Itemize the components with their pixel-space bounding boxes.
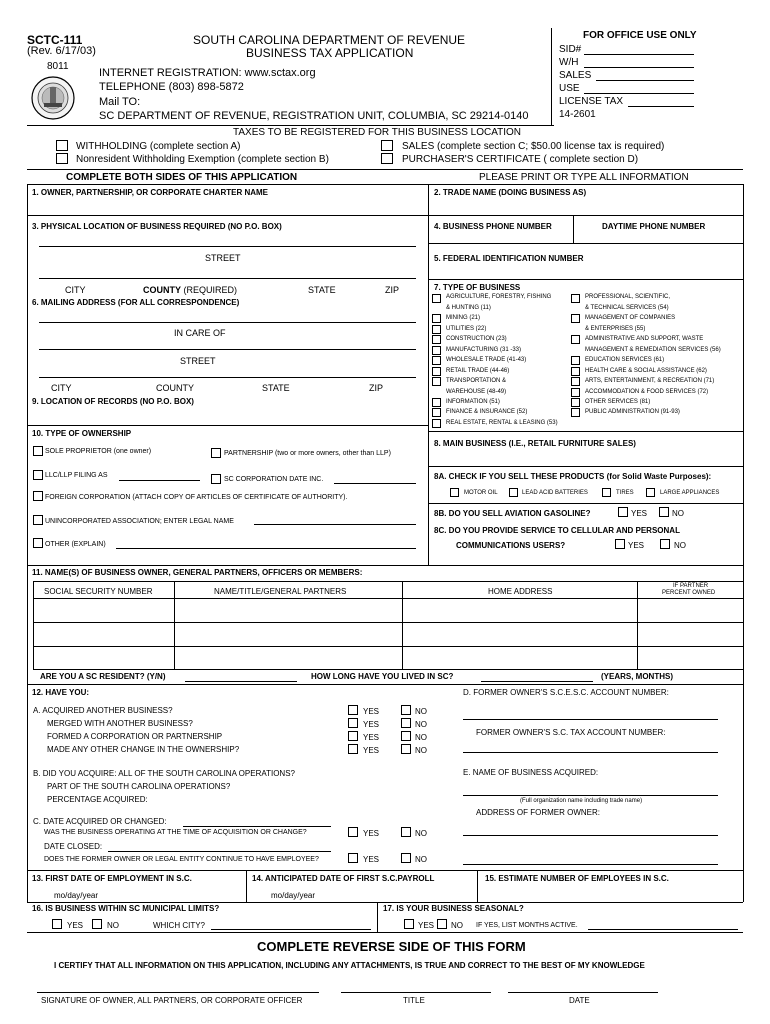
biz-left-0: AGRICULTURE, FORESTRY, FISHING	[446, 294, 552, 300]
biz-other-services-checkbox[interactable]	[571, 398, 580, 407]
mailing-address: SC DEPARTMENT OF REVENUE, REGISTRATION UNIT, COLUMBIA, SC 29214-0140	[99, 110, 529, 122]
office-wh-line[interactable]	[584, 67, 694, 68]
col-partner-2: PERCENT OWNED	[662, 590, 716, 596]
sec4-label: 4. BUSINESS PHONE NUMBER	[434, 222, 552, 231]
q-continue-label: DOES THE FORMER OWNER OR LEGAL ENTITY CONTINUE TO HAVE EMPLOYEE?	[44, 856, 319, 863]
biz-left-2: MINING (21)	[446, 315, 481, 321]
former-tax-line[interactable]	[463, 752, 718, 753]
escs-account-line[interactable]	[463, 719, 718, 720]
physical-county-caption: COUNTY	[143, 285, 181, 295]
cellular-yes-checkbox[interactable]	[615, 539, 625, 549]
biz-right-8: ARTS, ENTERTAINMENT, & RECREATION (71)	[585, 378, 715, 384]
foreign-corp-checkbox[interactable]	[33, 491, 43, 501]
biz-mining-checkbox[interactable]	[432, 314, 441, 323]
biz-information-checkbox[interactable]	[432, 398, 441, 407]
mailing-name-line[interactable]	[39, 322, 416, 323]
seasonal-yes-label: YES	[418, 921, 435, 930]
form-code: 8011	[47, 61, 69, 72]
sec13-label: 13. FIRST DATE OF EMPLOYMENT IN S.C.	[32, 874, 192, 883]
name-acquired-line[interactable]	[463, 795, 718, 796]
biz-left-7: RETAIL TRADE (44-46)	[446, 368, 510, 374]
other-ownership-label: OTHER (EXPLAIN)	[45, 541, 106, 548]
biz-retail-checkbox[interactable]	[432, 367, 441, 376]
biz-accommodation-checkbox[interactable]	[571, 388, 580, 397]
other-change-no-label: NO	[415, 746, 427, 755]
q-acquired-label: A. ACQUIRED ANOTHER BUSINESS?	[33, 706, 173, 715]
office-sid-label: SID#	[559, 44, 582, 55]
sc-resident-line[interactable]	[185, 681, 297, 682]
aviation-yes-label: YES	[631, 509, 648, 518]
other-ownership-checkbox[interactable]	[33, 538, 43, 548]
formed-yes-checkbox[interactable]	[348, 731, 358, 741]
office-license-label: LICENSE TAX	[559, 96, 624, 107]
sec1-label: 1. OWNER, PARTNERSHIP, OR CORPORATE CHARTER NAME	[32, 188, 269, 197]
q-percentage-label: PERCENTAGE ACQUIRED:	[47, 795, 148, 804]
q-operating-label: WAS THE BUSINESS OPERATING AT THE TIME OF ACQUISITION OR CHANGE?	[44, 829, 307, 836]
dept-name: SOUTH CAROLINA DEPARTMENT OF REVENUE	[193, 33, 466, 47]
biz-right-3: & ENTERPRISES (55)	[585, 326, 646, 332]
aviation-no-checkbox[interactable]	[659, 507, 669, 517]
unincorporated-label: UNINCORPORATED ASSOCIATION; ENTER LEGAL NAME	[45, 518, 234, 525]
biz-left-3: UTILITIES (22)	[446, 326, 487, 332]
lead-acid-checkbox[interactable]	[509, 488, 518, 497]
sales-checkbox[interactable]	[381, 140, 393, 151]
motor-oil-label: MOTOR OIL	[464, 490, 498, 496]
form-title: BUSINESS TAX APPLICATION	[246, 46, 414, 60]
q-other-change-label: MADE ANY OTHER CHANGE IN THE OWNERSHIP?	[47, 745, 240, 754]
sec11-label: 11. NAME(S) OF BUSINESS OWNER, GENERAL PARTNERS, OFFICERS OR MEMBERS:	[32, 568, 363, 577]
municipal-no-label: NO	[107, 921, 119, 930]
cellular-no-checkbox[interactable]	[660, 539, 670, 549]
sec16-label: 16. IS BUSINESS WITHIN SC MUNICIPAL LIMITS?	[32, 904, 220, 913]
sec12-label: 12. HAVE YOU:	[32, 688, 90, 697]
unincorporated-checkbox[interactable]	[33, 515, 43, 525]
sec8b-label: 8B. DO YOU SELL AVIATION GASOLINE?	[434, 509, 591, 518]
office-sales-line[interactable]	[596, 80, 694, 81]
mailing-city-line[interactable]	[39, 377, 416, 378]
mail-to: Mail TO:	[99, 96, 141, 108]
llc-line[interactable]	[119, 480, 200, 481]
sec17-label: 17. IS YOUR BUSINESS SEASONAL?	[383, 904, 524, 913]
months-active-line[interactable]	[588, 929, 738, 930]
complete-reverse: COMPLETE REVERSE SIDE OF THIS FORM	[257, 939, 526, 954]
physical-zip-caption: ZIP	[385, 285, 400, 295]
office-wh-label: W/H	[559, 57, 579, 68]
large-appliances-checkbox[interactable]	[646, 488, 655, 497]
how-long-line[interactable]	[481, 681, 593, 682]
cellular-yes-label: YES	[628, 541, 645, 550]
office-code: 14-2601	[559, 109, 596, 120]
full-name-caption: (Full organization name including trade name)	[520, 798, 643, 804]
continue-no-label: NO	[415, 855, 427, 864]
continue-yes-checkbox[interactable]	[348, 853, 358, 863]
biz-right-10: OTHER SERVICES (81)	[585, 399, 651, 405]
if-yes-months-label: IF YES, LIST MONTHS ACTIVE.	[476, 922, 578, 929]
municipal-yes-label: YES	[67, 921, 84, 930]
biz-left-8: TRANSPORTATION &	[446, 378, 507, 384]
in-care-of-caption: IN CARE OF	[174, 328, 226, 338]
q-date-closed-label: DATE CLOSED:	[44, 842, 103, 851]
foreign-corp-label: FOREIGN CORPORATION (ATTACH COPY OF ARTICLES OF CERTIFICATE OF AUTHORITY).	[45, 494, 348, 501]
col-ssn: SOCIAL SECURITY NUMBER	[44, 587, 153, 596]
physical-county-required: (REQUIRED)	[181, 285, 237, 295]
llc-label: LLC/LLP FILING AS	[45, 472, 108, 479]
acquired-no-label: NO	[415, 707, 427, 716]
sec5-label: 5. FEDERAL IDENTIFICATION NUMBER	[434, 254, 584, 263]
biz-right-7: HEALTH CARE & SOCIAL ASSISTANCE (62)	[585, 368, 707, 374]
continue-yes-label: YES	[363, 855, 380, 864]
biz-right-6: EDUCATION SERVICES (61)	[585, 357, 665, 363]
daytime-phone-label: DAYTIME PHONE NUMBER	[602, 222, 706, 231]
withholding-label: WITHHOLDING (complete section A)	[76, 141, 241, 152]
operating-yes-checkbox[interactable]	[348, 827, 358, 837]
e-name-acquired-label: E. NAME OF BUSINESS ACQUIRED:	[463, 768, 599, 777]
col-partner-1: IF PARTNER	[673, 583, 709, 589]
biz-right-4: ADMINISTRATIVE AND SUPPORT, WASTE	[585, 336, 704, 342]
biz-agriculture-checkbox[interactable]	[432, 294, 441, 303]
municipal-yes-checkbox[interactable]	[52, 919, 62, 929]
office-use-title: FOR OFFICE USE ONLY	[583, 30, 697, 41]
sec7-label: 7. TYPE OF BUSINESS	[434, 283, 521, 292]
banner-print-type: PLEASE PRINT OR TYPE ALL INFORMATION	[479, 172, 689, 183]
merged-no-label: NO	[415, 720, 427, 729]
acquired-yes-label: YES	[363, 707, 380, 716]
office-sales-label: SALES	[559, 70, 592, 81]
seasonal-yes-checkbox[interactable]	[404, 919, 414, 929]
other-change-yes-checkbox[interactable]	[348, 744, 358, 754]
former-tax-label: FORMER OWNER'S S.C. TAX ACCOUNT NUMBER:	[476, 728, 666, 737]
q-part-ops-label: PART OF THE SOUTH CAROLINA OPERATIONS?	[47, 782, 231, 791]
other-change-no-checkbox[interactable]	[401, 744, 411, 754]
years-months-label: (YEARS, MONTHS)	[601, 672, 673, 681]
date-line[interactable]	[508, 992, 658, 993]
q-merged-label: MERGED WITH ANOTHER BUSINESS?	[47, 719, 193, 728]
sec14-label: 14. ANTICIPATED DATE OF FIRST S.C.PAYROLL	[252, 874, 435, 883]
biz-right-9: ACCOMMODATION & FOOD SERVICES (72)	[585, 389, 709, 395]
q-formed-label: FORMED A CORPORATION OR PARTNERSHIP	[47, 732, 223, 741]
mailing-zip-caption: ZIP	[369, 383, 384, 393]
formed-yes-label: YES	[363, 733, 380, 742]
operating-no-label: NO	[415, 829, 427, 838]
cellular-no-label: NO	[674, 541, 686, 550]
sc-resident-label: ARE YOU A SC RESIDENT? (Y/N)	[40, 672, 166, 681]
sec8c-label-2: COMMUNICATIONS USERS?	[456, 541, 566, 550]
sec8c-label: 8C. DO YOU PROVIDE SERVICE TO CELLULAR AND PERSONAL	[434, 526, 680, 535]
title-caption: TITLE	[403, 996, 425, 1005]
mailing-city-caption: CITY	[51, 383, 72, 393]
sc-corporation-label: SC CORPORATION DATE INC.	[224, 476, 324, 483]
large-appliances-label: LARGE APPLIANCES	[660, 490, 720, 496]
merged-yes-label: YES	[363, 720, 380, 729]
biz-management-checkbox[interactable]	[571, 314, 580, 323]
sec10-label: 10. TYPE OF OWNERSHIP	[32, 429, 132, 438]
biz-manufacturing-checkbox[interactable]	[432, 346, 441, 355]
physical-city-caption: CITY	[65, 285, 86, 295]
mailing-county-caption: COUNTY	[156, 383, 194, 393]
sec14-date-format: mo/day/year	[271, 891, 316, 900]
biz-left-10: INFORMATION (51)	[446, 399, 500, 405]
merged-no-checkbox[interactable]	[401, 718, 411, 728]
biz-left-6: WHOLESALE TRADE (41-43)	[446, 357, 527, 363]
sec15-label: 15. ESTIMATE NUMBER OF EMPLOYEES IN S.C.	[485, 874, 669, 883]
state-seal-icon	[30, 75, 76, 121]
sole-proprietor-checkbox[interactable]	[33, 446, 43, 456]
llc-checkbox[interactable]	[33, 470, 43, 480]
withholding-checkbox[interactable]	[56, 140, 68, 151]
office-license-line[interactable]	[628, 106, 694, 107]
title-line[interactable]	[341, 992, 491, 993]
aviation-yes-checkbox[interactable]	[618, 507, 628, 517]
motor-oil-checkbox[interactable]	[450, 488, 459, 497]
seasonal-no-label: NO	[451, 921, 463, 930]
physical-city-line[interactable]	[39, 278, 416, 279]
biz-public-admin-checkbox[interactable]	[571, 408, 580, 417]
biz-right-2: MANAGEMENT OF COMPANIES	[585, 315, 676, 321]
purchaser-label: PURCHASER'S CERTIFICATE ( complete section D)	[402, 154, 639, 165]
d-escs-label: D. FORMER OWNER'S S.C.E.S.C. ACCOUNT NUMBER:	[463, 688, 669, 697]
form-id: SCTC-111	[27, 33, 83, 47]
former-address-line-2[interactable]	[463, 864, 718, 865]
date-closed-line[interactable]	[108, 851, 331, 852]
sec8-label: 8. MAIN BUSINESS (I.E., RETAIL FURNITURE SALES)	[434, 439, 636, 448]
taxes-heading: TAXES TO BE REGISTERED FOR THIS BUSINESS LOCATION	[233, 127, 522, 138]
date-acquired-line[interactable]	[183, 826, 331, 827]
tires-checkbox[interactable]	[602, 488, 611, 497]
biz-health-checkbox[interactable]	[571, 367, 580, 376]
biz-arts-checkbox[interactable]	[571, 377, 580, 386]
nonresident-label: Nonresident Withholding Exemption (complete section B)	[76, 154, 329, 165]
office-use-line[interactable]	[584, 93, 694, 94]
tires-label: TIRES	[616, 490, 634, 496]
sec9-label: 9. LOCATION OF RECORDS (NO P.O. BOX)	[32, 397, 194, 406]
aviation-no-label: NO	[672, 509, 684, 518]
biz-education-checkbox[interactable]	[571, 356, 580, 365]
seasonal-no-checkbox[interactable]	[437, 919, 447, 929]
biz-wholesale-checkbox[interactable]	[432, 356, 441, 365]
biz-transportation-checkbox[interactable]	[432, 377, 441, 386]
biz-professional-checkbox[interactable]	[571, 294, 580, 303]
biz-construction-checkbox[interactable]	[432, 335, 441, 344]
sec2-label: 2. TRADE NAME (DOING BUSINESS AS)	[434, 188, 587, 197]
biz-left-9: WAREHOUSE (48-49)	[446, 389, 507, 395]
merged-yes-checkbox[interactable]	[348, 718, 358, 728]
form-revision: (Rev. 6/17/03)	[27, 45, 96, 57]
q-date-acquired-label: C. DATE ACQUIRED OR CHANGED:	[33, 817, 167, 826]
biz-right-0: PROFESSIONAL, SCIENTIFIC,	[585, 294, 671, 300]
biz-left-12: REAL ESTATE, RENTAL & LEASING (53)	[446, 420, 558, 426]
acquired-no-checkbox[interactable]	[401, 705, 411, 715]
biz-left-5: MANUFACTURING (31 -33)	[446, 347, 522, 353]
unincorporated-line[interactable]	[254, 524, 416, 525]
purchaser-checkbox[interactable]	[381, 153, 393, 164]
internet-registration: INTERNET REGISTRATION: www.sctax.org	[99, 67, 316, 79]
acquired-yes-checkbox[interactable]	[348, 705, 358, 715]
mailing-state-caption: STATE	[262, 383, 290, 393]
lead-acid-label: LEAD ACID BATTERIES	[522, 490, 588, 496]
sc-corporation-checkbox[interactable]	[211, 474, 221, 484]
biz-administrative-checkbox[interactable]	[571, 335, 580, 344]
municipal-no-checkbox[interactable]	[92, 919, 102, 929]
sec6-label: 6. MAILING ADDRESS (FOR ALL CORRESPONDENCE)	[32, 298, 240, 307]
q-all-ops-label: B. DID YOU ACQUIRE: ALL OF THE SOUTH CAROLINA OPERATIONS?	[33, 769, 295, 778]
telephone: TELEPHONE (803) 898-5872	[99, 81, 244, 93]
physical-street-caption: STREET	[205, 253, 241, 263]
office-sid-line[interactable]	[584, 54, 694, 55]
col-home-address: HOME ADDRESS	[488, 587, 553, 596]
formed-no-label: NO	[415, 733, 427, 742]
banner-both-sides: COMPLETE BOTH SIDES OF THIS APPLICATION	[66, 172, 298, 183]
sc-corporation-line[interactable]	[334, 483, 416, 484]
biz-utilities-checkbox[interactable]	[432, 325, 441, 334]
partnership-label: PARTNERSHIP (two or more owners, other than LLP)	[224, 450, 391, 457]
sec3-label: 3. PHYSICAL LOCATION OF BUSINESS REQUIRED (NO P.O. BOX)	[32, 222, 282, 231]
sole-proprietor-label: SOLE PROPRIETOR (one owner)	[45, 448, 152, 455]
biz-left-1: & HUNTING (11)	[446, 305, 491, 311]
formed-no-checkbox[interactable]	[401, 731, 411, 741]
continue-no-checkbox[interactable]	[401, 853, 411, 863]
which-city-line[interactable]	[211, 929, 371, 930]
former-address-label: ADDRESS OF FORMER OWNER:	[476, 808, 601, 817]
sec8a-label: 8A. CHECK IF YOU SELL THESE PRODUCTS (for Solid Waste Purposes):	[434, 472, 712, 481]
which-city-label: WHICH CITY?	[153, 921, 205, 930]
other-ownership-line[interactable]	[116, 548, 416, 549]
mailing-care-line[interactable]	[39, 349, 416, 350]
signature-line[interactable]	[37, 992, 319, 993]
sec13-date-format: mo/day/year	[54, 891, 99, 900]
biz-right-5: MANAGEMENT & REMEDIATION SERVICES (56)	[585, 347, 721, 353]
operating-no-checkbox[interactable]	[401, 827, 411, 837]
mailing-street-caption: STREET	[180, 356, 216, 366]
biz-finance-checkbox[interactable]	[432, 408, 441, 417]
col-name-title: NAME/TITLE/GENERAL PARTNERS	[214, 587, 347, 596]
nonresident-checkbox[interactable]	[56, 153, 68, 164]
partnership-checkbox[interactable]	[211, 448, 221, 458]
certify-text: I CERTIFY THAT ALL INFORMATION ON THIS APPLICATION, INCLUDING ANY ATTACHMENTS, IS TRUE AND CORRECT TO THE BEST OF MY KNOWLEDGE	[54, 961, 645, 970]
biz-right-11: PUBLIC ADMINISTRATION (91-93)	[585, 409, 680, 415]
physical-street-line[interactable]	[39, 246, 416, 247]
former-address-line[interactable]	[463, 835, 718, 836]
date-caption: DATE	[569, 996, 590, 1005]
physical-state-caption: STATE	[308, 285, 336, 295]
biz-realestate-checkbox[interactable]	[432, 419, 441, 428]
biz-left-11: FINANCE & INSURANCE (52)	[446, 409, 528, 415]
sales-label: SALES (complete section C; $50.00 license tax is required)	[402, 141, 665, 152]
signature-caption: SIGNATURE OF OWNER, ALL PARTNERS, OR CORPORATE OFFICER	[41, 996, 303, 1005]
operating-yes-label: YES	[363, 829, 380, 838]
biz-left-4: CONSTRUCTION (23)	[446, 336, 507, 342]
biz-right-1: & TECHNICAL SERVICES (54)	[585, 305, 669, 311]
other-change-yes-label: YES	[363, 746, 380, 755]
office-use-label: USE	[559, 83, 580, 94]
how-long-label: HOW LONG HAVE YOU LIVED IN SC?	[311, 672, 454, 681]
